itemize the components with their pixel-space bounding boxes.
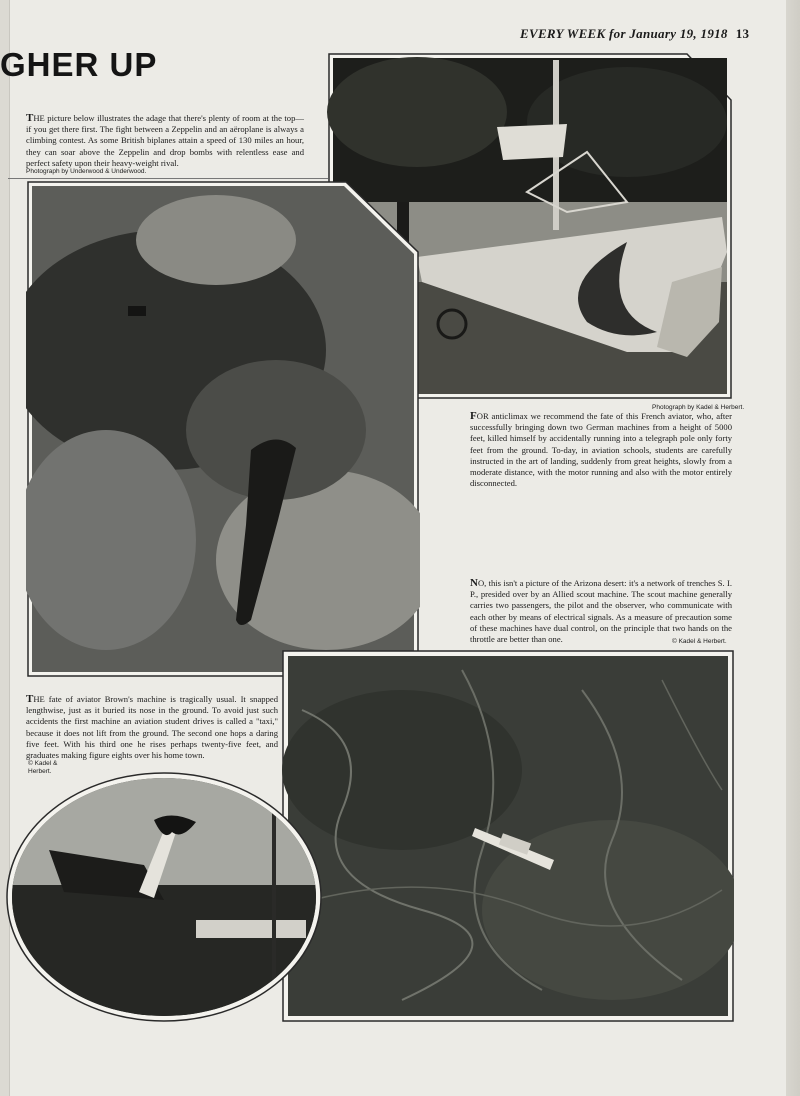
photo-credit-arizona: © Kadel & Herbert.: [672, 638, 727, 645]
caption-text: O, this isn't a picture of the Arizona desert: it's a network of trenches S. I. P., presided over by an Allied scout machine. The scout machine generally carries two passengers, the pilot and the observer, who communicate with each other by means of electrical signals. As a measure of precaution some of these machines have dual control, on the principle that two hands on the throttle are better than one.: [470, 578, 732, 645]
photo-brown-machine: [4, 770, 324, 1024]
photo-credit-crash: Photograph by Kadel & Herbert.: [652, 404, 745, 411]
photo-credit-zeppelin: Photograph by Underwood & Underwood.: [26, 168, 147, 175]
caption-text: HE fate of aviator Brown's machine is tragically usual. It snapped lengthwise, just as it buried its nose in the ground. To avoid just such accidents the first machine an aviation student drives is called a "taxi," because it does not lift from the ground. The second one hops a daring five feet. With his third one he rises perhaps twenty-five feet, and graduates making figure eights over his home town.: [26, 694, 278, 761]
drop-letter: T: [26, 112, 34, 124]
photo-zeppelin-fight: [26, 180, 420, 678]
page-number: 13: [735, 26, 750, 41]
caption-zeppelin: [26, 113, 304, 169]
page-title: GHER UP: [0, 46, 158, 83]
running-head: [520, 26, 749, 42]
page-edge-right: [786, 0, 800, 1096]
drop-letter: T: [26, 693, 34, 705]
photo-credit-brown: © Kadel & Herbert.: [28, 760, 58, 775]
caption-text: HE picture below illustrates the adage that there's plenty of room at the top—if you get there first. The fight between a Zeppelin and an aëroplane is always a climbing contest. As some British biplanes attain a speed of 130 miles an hour, they can soar above the Zeppelin and drop bombs with relentless ease and perfect safety upon their heavy-weight rival.: [26, 113, 304, 168]
caption-arizona: [470, 578, 732, 645]
caption-text: OR anticlimax we recommend the fate of this French aviator, who, after successfully bringing down two German machines from a height of 5000 feet, killed himself by accidentally running into a telegraph pole only forty feet from the ground. To-day, in aviation schools, students are carefully instructed in the art of landing, suddenly from great heights, slowly from a moderate distance, with the motor running and also with the motor entirely disconnected.: [470, 411, 732, 489]
caption-brown: [26, 694, 278, 761]
divider: [8, 178, 328, 179]
photo-trenches-aerial: [282, 650, 734, 1022]
running-head-text: EVERY WEEK for January 19, 1918: [520, 26, 728, 41]
drop-letter: F: [470, 410, 477, 422]
caption-french-aviator: [470, 411, 732, 489]
drop-letter: N: [470, 577, 478, 589]
